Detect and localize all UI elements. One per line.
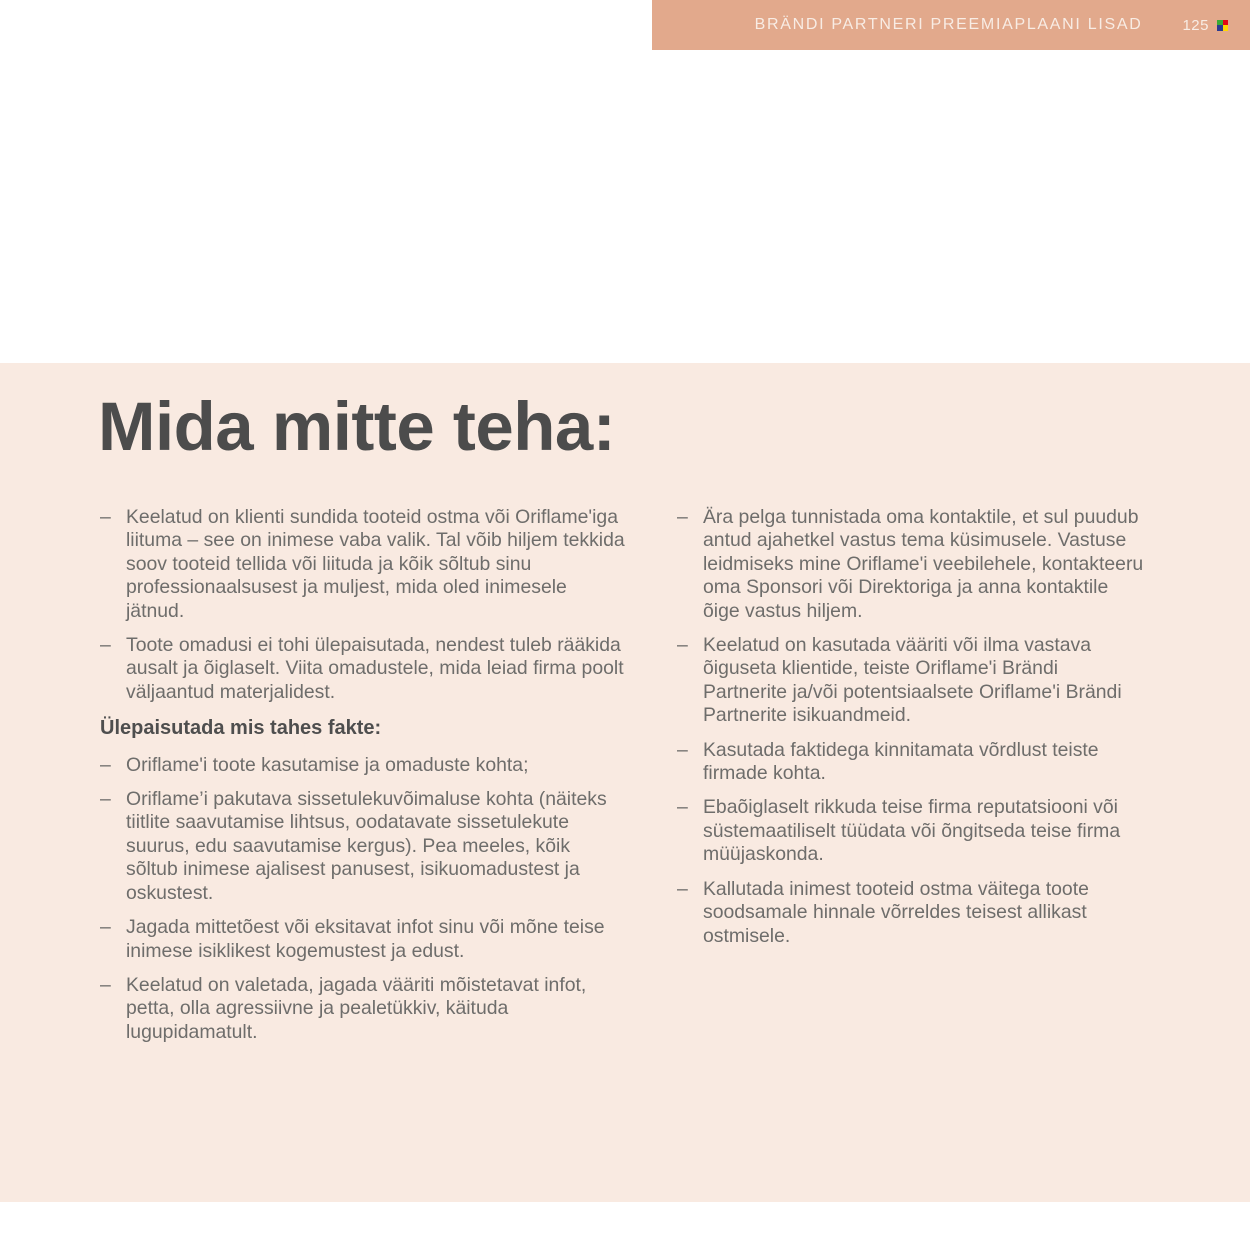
list-item [677,506,1147,623]
bullet-dash: – [677,634,688,657]
bullet-text: Oriflame’i pakutava sissetulekuvõimaluse kohta (näiteks tiitlite saavutamise lihtsus, oodatavate sissetulekute suurus, edu saavutamise kergus). Pea meeles, kõik sõltub inimese ajalisest panusest, isikuomadustest ja oskustest. [126,788,607,904]
list-item [100,634,625,704]
bullet-dash: – [100,916,111,939]
bullet-text: Toote omadusi ei tohi ülepaisutada, nendest tuleb rääkida ausalt ja õiglaselt. Viita omadustele, mida leiad firma poolt väljaantud materjalidest. [126,634,624,703]
bullet-dash: – [100,753,111,776]
bullet-text: Keelatud on kasutada vääriti või ilma vastava õiguseta klientide, teiste Oriflame'i Brändi Partnerite ja/või potentsiaalsete Oriflame'i Brändi Partnerite isikuandmeid. [703,634,1122,727]
list-item [100,754,625,777]
bullet-dash: – [677,506,688,528]
bullet-dash: – [677,877,688,900]
page-number: 125 [1182,16,1209,34]
list-item [677,796,1147,866]
bullet-text: Kallutada inimest tooteid ostma väitega toote soodsamale hinnale võrreldes teisest allikast ostmisele. [703,877,1089,947]
bullet-text: Ebaõiglaselt rikkuda teise firma reputatsiooni või süstemaatiliselt tüüdata või õngitseda teise firma müüjaskonda. [703,796,1121,866]
bullet-text: Kasutada faktidega kinnitamata võrdlust teiste firmade kohta. [703,738,1099,785]
list-item [100,788,625,905]
bullet-text: Ära pelga tunnistada oma kontaktile, et sul puudub antud ajahetkel vastus tema küsimusele. Vastuse leidmiseks mine Oriflame'i veebilehele, kontakteeru oma Sponsori või Direktoriga ja anna kontaktile õige vastus hiljem. [703,506,1144,622]
four-color-grid-icon [1217,20,1228,31]
bullet-dash: – [100,634,111,657]
list-item [100,506,625,623]
bullet-dash: – [100,506,111,528]
bullet-list-bottom [100,754,625,1044]
header-title: BRÄNDI PARTNERI PREEMIAPLAANI LISAD [754,16,1143,33]
right-column [677,506,1147,1055]
left-column [100,506,625,1055]
list-item [100,916,625,963]
bullet-dash: – [100,788,111,811]
two-column-layout [100,506,1147,1055]
bullet-dash: – [677,738,688,761]
header-bar [652,0,1250,50]
list-item [677,878,1147,948]
list-item [100,974,625,1044]
list-item [677,634,1147,728]
bullet-list-right [677,506,1147,948]
bullet-text: Keelatud on klienti sundida tooteid ostma või Oriflame'iga liituma – see on inimese vaba valik. Tal võib hiljem tekkida soov tooteid tellida või liituda ja kõik sõltub sinu professionaalsusest ja muljest, mida oled inimesele jätnud. [126,506,625,622]
bullet-text: Jagada mittetõest või eksitavat infot sinu või mõne teise inimese isiklikest kogemustest ja edust. [126,916,605,962]
list-item [677,739,1147,786]
bullet-text: Oriflame'i toote kasutamise ja omaduste kohta; [126,753,529,776]
page-title: Mida mitte teha: [98,388,616,465]
bullet-dash: – [100,973,111,996]
logo-square-yellow [1223,25,1229,31]
bullet-text: Keelatud on valetada, jagada vääriti mõistetavat infot, petta, olla agressiivne ja pealetükkiv, käituda lugupidamatult. [126,973,587,1043]
bullet-list-top [100,506,625,704]
bullet-dash: – [677,796,688,819]
subheading: Ülepaisutada mis tahes fakte: [100,717,382,740]
